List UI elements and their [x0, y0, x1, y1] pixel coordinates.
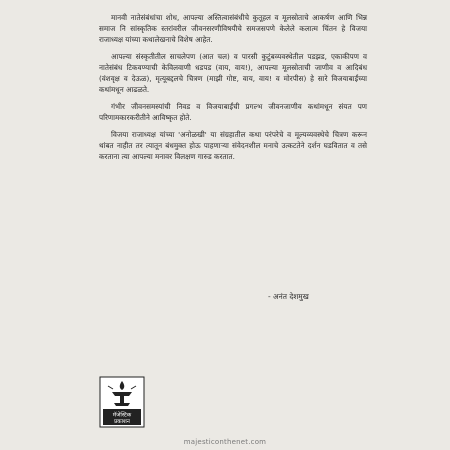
watermark-url: majesticonthenet.com	[183, 438, 267, 446]
paragraph-2: आपल्या संस्कृतीतील साचलेपण (आत चल) व पारसी कुटुंबव्यवस्थेतील पडझड, एकाकीपण व नातेसंबंध टिकवण्याची केविलवाणी धडपड (वाय, वाय!), आपल्या मूलस्रोताची जाणीव व आदिबंध (वंशवृक्ष व देऊळ), मृत्यूबद्दलचे चित्रण (माझी गोष्ट, वाय, वाय! व मोरपीस) हे सारे विजयाबाईंच्या कथांमधून आढळते.	[99, 52, 367, 94]
publisher-name-line1: मॅजेस्टिक	[112, 412, 132, 419]
paragraph-1: मानवी नातेसंबंधांचा शोध, आपल्या अस्तित्वासंबंधीचे कुतूहल व मूलस्रोताचे आकर्षण आणि भिन्न समाज नि सांस्कृतिक स्तरांवरील जीवनसरणीविषयीचे समजसपणे केलेले कलात्म चिंतन हे विजया राजाध्यक्ष यांच्या कथालेखनाचे विशेष आहेत.	[99, 13, 367, 44]
author-signature: - अनंत देशमुख	[268, 292, 309, 301]
blurb-text	[99, 12, 367, 168]
publisher-logo	[99, 376, 145, 428]
paragraph-3: गंभीर जीवनसमस्यांची निवड व विजयाबाईंची प्रगल्भ जीवनजाणीव कथांमधून संयत पण परिणामकारकरीतीने आविष्कृत होते.	[99, 102, 367, 122]
publisher-name-line2: प्रकाशन	[114, 419, 130, 425]
paragraph-4: विजया राजाध्यक्ष यांच्या 'अनोळखी' या संग्रहातील कथा परंपरेचे व मूल्यव्यवस्थेचे चित्रण करून थांबत नाहीत तर त्यातून बंधमुक्त होऊ पाहणाऱ्या संवेदनशील मनाचे उत्कटतेने दर्शन घडवितात व तसे करताना त्या आपल्या मनावर विलक्षण गारुड करतात.	[99, 130, 367, 161]
